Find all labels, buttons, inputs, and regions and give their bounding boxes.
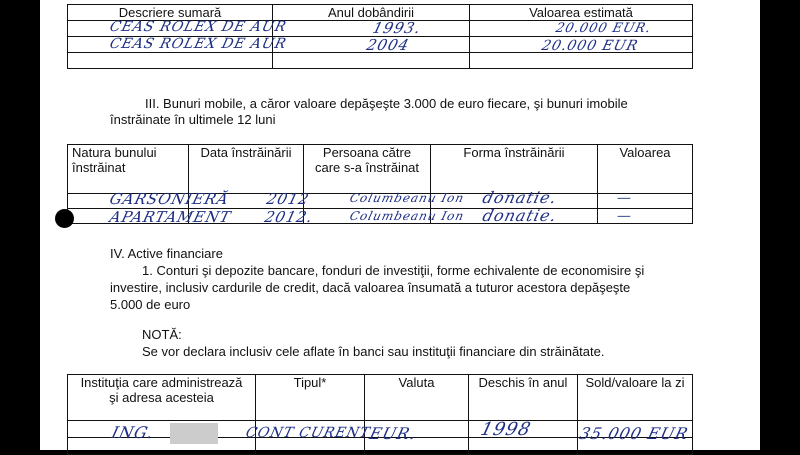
handwritten-cell: donatie.: [480, 206, 560, 225]
header-cell: Persoana către care s-a înstrăinat: [304, 145, 431, 194]
section-heading-cont: înstrăinate în ultimele 12 luni: [110, 112, 276, 127]
handwritten-cell: Columbeanu Ion: [348, 191, 467, 205]
handwritten-cell: —: [615, 208, 634, 224]
paragraph-line: 1. Conturi şi depozite bancare, fonduri de investiţii, forme echivalente de economisire şi: [142, 263, 645, 278]
table-row: [68, 53, 693, 69]
header-cell: Deschis în anul: [469, 375, 578, 421]
handwritten-cell: EUR.: [367, 424, 419, 443]
handwritten-cell: CEAS ROLEX DE AUR: [108, 36, 289, 52]
header-cell: Valoarea estimată: [470, 5, 693, 21]
handwritten-cell: 35.000 EUR: [577, 424, 691, 443]
handwritten-cell: —: [615, 190, 634, 206]
handwritten-cell: ING.: [109, 423, 156, 442]
header-cell: Tipul*: [256, 375, 365, 421]
note-title: NOTĂ:: [142, 327, 182, 342]
handwritten-cell: 2012: [264, 190, 312, 208]
punch-hole-mark: [55, 209, 74, 228]
handwritten-cell: APARTAMENT: [107, 208, 234, 226]
section-heading: III. Bunuri mobile, a căror valoare depăşeşte 3.000 de euro fiecare, şi bunuri imobile: [145, 96, 628, 111]
paragraph-line: 5.000 de euro: [110, 297, 191, 312]
paragraph-line: investire, inclusiv cardurile de credit, dacă valoarea însumată a tuturor acestora depăşeşte: [110, 280, 631, 295]
table-header-row: [68, 375, 693, 421]
table-header-row: [68, 145, 693, 194]
header-cell: Instituţia care administrează şi adresa acesteia: [68, 375, 256, 421]
handwritten-cell: donatie.: [480, 188, 560, 207]
handwritten-cell: 2012.: [262, 208, 316, 226]
handwritten-cell: CONT CURENT: [244, 425, 373, 441]
handwritten-cell: Columbeanu Ion: [348, 209, 467, 223]
header-cell: Sold/valoare la zi: [578, 375, 693, 421]
header-cell: Anul dobândirii: [273, 5, 470, 21]
header-cell: Forma înstrăinării: [431, 145, 598, 194]
handwritten-cell: 1998: [478, 419, 534, 440]
header-cell: Valuta: [365, 375, 469, 421]
header-cell: Data înstrăinării: [189, 145, 304, 194]
header-cell: Descriere sumară: [68, 5, 273, 21]
header-cell: Valoarea: [598, 145, 693, 194]
header-cell: Natura bunului înstrăinat: [68, 145, 189, 194]
section-heading: IV. Active financiare: [110, 246, 223, 261]
handwritten-cell: 20.000 EUR.: [554, 21, 653, 36]
handwritten-cell: 20.000 EUR: [540, 38, 640, 54]
handwritten-cell: 1993.: [370, 19, 424, 37]
handwritten-cell: CEAS ROLEX DE AUR: [108, 19, 289, 35]
note-text: Se vor declara inclusiv cele aflate în banci sau instituţii financiare din străinătate.: [142, 344, 605, 359]
handwritten-cell: 2004: [364, 36, 412, 54]
redaction-box: [170, 423, 218, 444]
handwritten-cell: GARSONIERĂ: [107, 190, 232, 208]
